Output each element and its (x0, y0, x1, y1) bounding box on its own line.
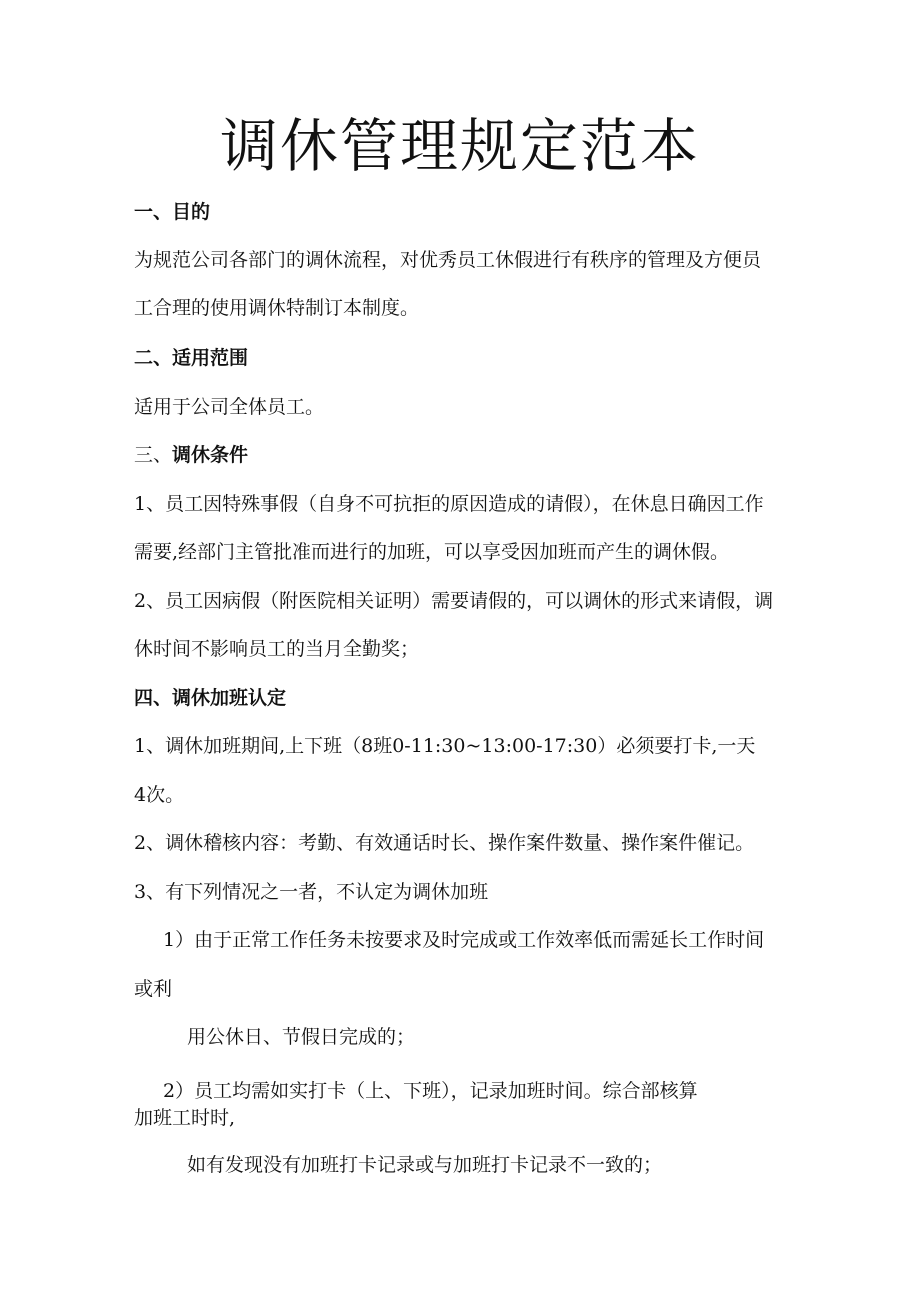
sub-item-line: 2）员工均需如实打卡（上、下班），记录加班时间。综合部核算 (163, 1080, 698, 1102)
sub-item-line: 用公休日、节假日完成的； (187, 1026, 416, 1048)
paragraph-line: 为规范公司各部门的调休流程，对优秀员工休假进行有秩序的管理及方便员 (134, 249, 762, 271)
paragraph-line: 需要,经部门主管批准而进行的加班，可以享受因加班而产生的调休假。 (134, 541, 730, 563)
paragraph-line: 1、调休加班期间,上下班（8班0-11:30~13:00-17:30）必须要打卡,一天 (134, 735, 756, 757)
sub-item-line: 1）由于正常工作任务未按要求及时完成或工作效率低而需延长工作时间 (163, 929, 765, 951)
paragraph-line: 工合理的使用调休特制订本制度。 (134, 297, 420, 319)
paragraph-line: 休时间不影响员工的当月全勤奖； (134, 638, 420, 660)
paragraph-line: 3、有下列情况之一者，不认定为调休加班 (134, 881, 489, 903)
sub-item-line: 如有发现没有加班打卡记录或与加班打卡记录不一致的； (187, 1154, 663, 1176)
section-heading-prefix: 三、 (134, 444, 173, 466)
section-heading-scope: 二、适用范围 (134, 347, 249, 369)
section-heading-overtime: 四、调休加班认定 (134, 687, 287, 709)
paragraph-line: 2、员工因病假（附医院相关证明）需要请假的，可以调休的形式来请假，调 (134, 590, 774, 612)
sub-item-line: 或利 (134, 978, 173, 1000)
section-heading-purpose: 一、目的 (134, 201, 211, 223)
sub-item-line: 加班工时时, (134, 1107, 236, 1129)
section-heading-text: 调休条件 (172, 444, 249, 466)
section-heading-conditions (134, 443, 814, 467)
paragraph-line: 适用于公司全体员工。 (134, 396, 325, 418)
paragraph-line: 4次。 (134, 784, 185, 806)
document-title: 调休管理规定范本 (219, 112, 700, 180)
paragraph-line: 2、调休稽核内容：考勤、有效通话时长、操作案件数量、操作案件催记。 (134, 832, 755, 854)
paragraph-line: 1、员工因特殊事假（自身不可抗拒的原因造成的请假），在休息日确因工作 (134, 493, 764, 515)
